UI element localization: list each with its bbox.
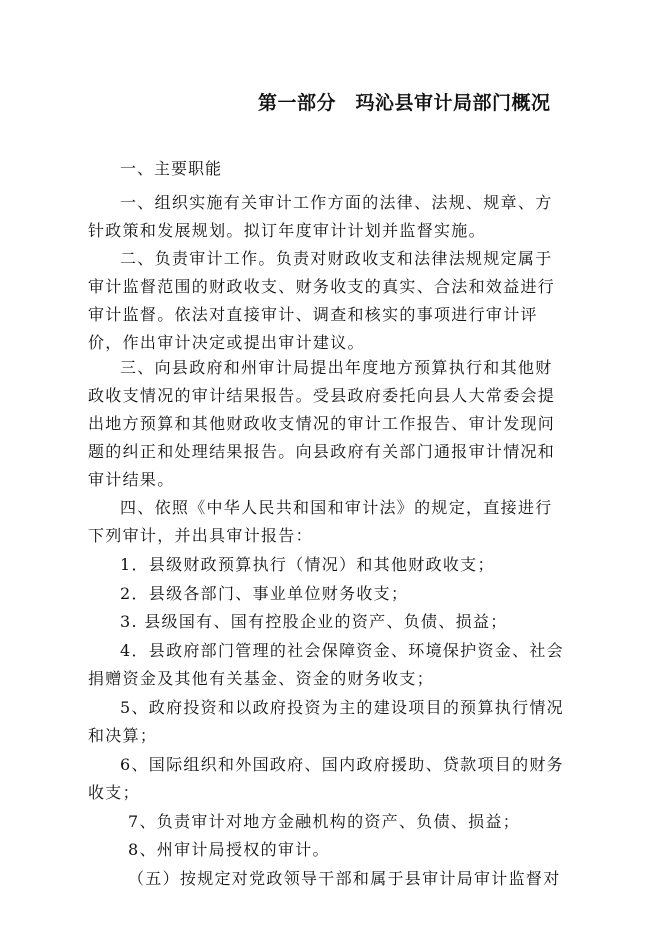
body-line: 四、依照《中华人民共和国和审计法》的规定，直接进行 [120,498,553,517]
body-line: 下列审计，并出具审计报告： [88,526,313,545]
body-line: 和决算； [88,726,158,745]
page-title: 第一部分 玛沁县审计局部门概况 [258,92,551,114]
body-line: 8、州审计局授权的审计。 [128,840,330,859]
body-line: 2．县级各部门、事业单位财务收支； [120,584,409,603]
body-line: 审计监督。依法对直接审计、调查和核实的事项进行审计评 [88,305,538,324]
section-heading: 一、主要职能 [120,159,223,178]
body-line: 一、组织实施有关审计工作方面的法律、法规、规章、方 [120,193,553,212]
body-line: 针政策和发展规划。拟订年度审计计划并监督实施。 [88,221,486,240]
body-line: 7、负责审计对地方金融机构的资产、负债、损益； [128,812,521,831]
body-line: 3. 县级国有、国有控股企业的资产、负债、损益； [120,612,508,631]
body-line: （五）按规定对党政领导干部和属于县审计局审计监督对 [128,869,561,888]
body-line: 6、国际组织和外国政府、国内政府援助、贷款项目的财务 [120,755,564,774]
body-line: 审计监督范围的财政收支、财务收支的真实、合法和效益进行 [88,277,556,296]
body-line: 三、向县政府和州审计局提出年度地方预算执行和其他财 [120,358,553,377]
body-line: 二、负责审计工作。负责对财政收支和法律法规规定属于 [120,249,553,268]
body-line: 收支； [88,783,140,802]
body-line: 5、政府投资和以政府投资为主的建设项目的预算执行情况 [120,698,564,717]
body-line: 审计结果。 [88,470,175,489]
body-line: 捐赠资金及其他有关基金、资金的财务收支； [88,669,435,688]
body-line: 4．县政府部门管理的社会保障资金、环境保护资金、社会 [120,641,564,660]
body-line: 价，作出审计决定或提出审计建议。 [88,333,365,352]
body-line: 出地方预算和其他财政收支情况的审计工作报告、审计发现问 [88,414,556,433]
body-line: 1．县级财政预算执行（情况）和其他财政收支； [120,555,495,574]
body-line: 政收支情况的审计结果报告。受县政府委托向县人大常委会提 [88,386,556,405]
body-line: 题的纠正和处理结果报告。向县政府有关部门通报审计情况和 [88,442,556,461]
